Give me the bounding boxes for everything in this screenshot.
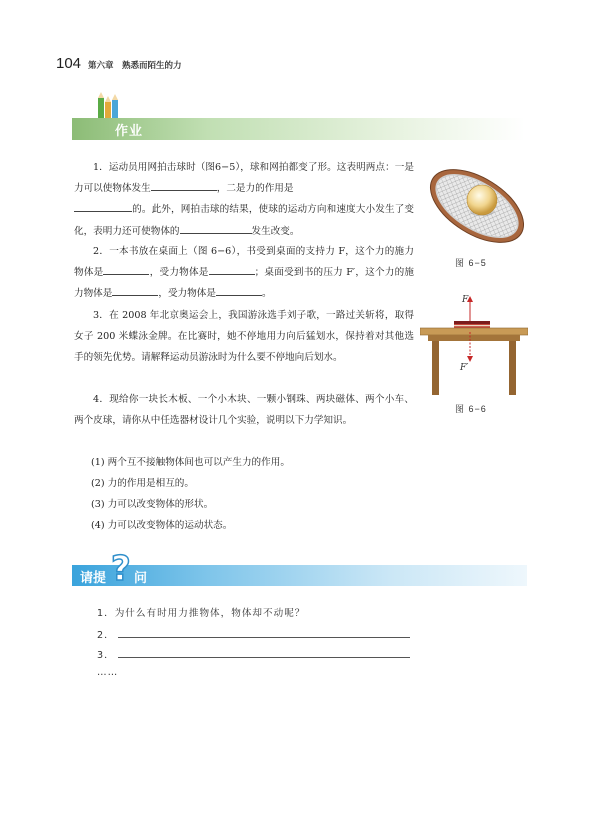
racket-ball-figure: [422, 160, 532, 252]
ask-question-3-blank: [118, 657, 410, 658]
question-1: 1．运动员用网拍击球时（图6−5），球和网拍都变了形。这表明两点：一是力可以使物体发生 ，二是力的作用是 的。此外，网拍击球的结果，使球的运动方向和速度大小发生了变化，表明力还可使物体的 发生改变。: [74, 162, 414, 237]
homework-title: 作业: [115, 124, 144, 139]
ask-question-2-number: 2．: [97, 630, 115, 641]
subitem-1: (1) 两个互不接触物体间也可以产生力的作用。: [91, 457, 290, 468]
question-mark-icon: ?: [111, 549, 131, 589]
ask-question-2-blank: [118, 637, 410, 638]
figure-6-6-label: 图 6−6: [455, 404, 487, 414]
force-F-prime-label: F′: [460, 363, 469, 373]
book-table-figure: [420, 290, 528, 398]
question-4: 4．现给你一块长木板、一个小木块、一颗小钢珠、两块磁体、两个小车、两个皮球，请你从中任选器材设计几个实验，说明以下力学知识。: [74, 394, 414, 427]
question-2: 2．一本书放在桌面上（图 6−6），书受到桌面的支持力 F，这个力的施力物体是 ，受力物体是 ；桌面受到书的压力 F′，这个力的施力物体是 ，受力物体是 。: [74, 246, 415, 300]
ask-question-1: 1．为什么有时用力推物体，物体却不动呢？: [97, 608, 306, 619]
subitem-3: (3) 力可以改变物体的形状。: [91, 499, 214, 510]
force-F-label: F: [462, 295, 469, 305]
ask-question-3-number: 3．: [97, 650, 115, 661]
ask-title-right: 问: [134, 571, 148, 586]
question-3: 3．在 2008 年北京奥运会上，我国游泳选手刘子歌，一路过关斩将，取得女子 200 米蝶泳金牌。在比赛时，她不停地用力向后猛划水，保持着对其他选手的领先优势。请解释运动员游泳时为什么要不停地向后划水。: [74, 310, 414, 364]
page-number: 104: [56, 55, 82, 72]
ask-ellipsis: ……: [97, 667, 119, 678]
ask-title-left: 请提: [80, 571, 107, 586]
figure-6-5-label: 图 6−5: [455, 258, 487, 268]
subitem-2: (2) 力的作用是相互的。: [91, 478, 194, 489]
subitem-4: (4) 力可以改变物体的运动状态。: [91, 520, 233, 531]
chapter-title: 第六章 熟悉而陌生的力: [88, 61, 182, 71]
